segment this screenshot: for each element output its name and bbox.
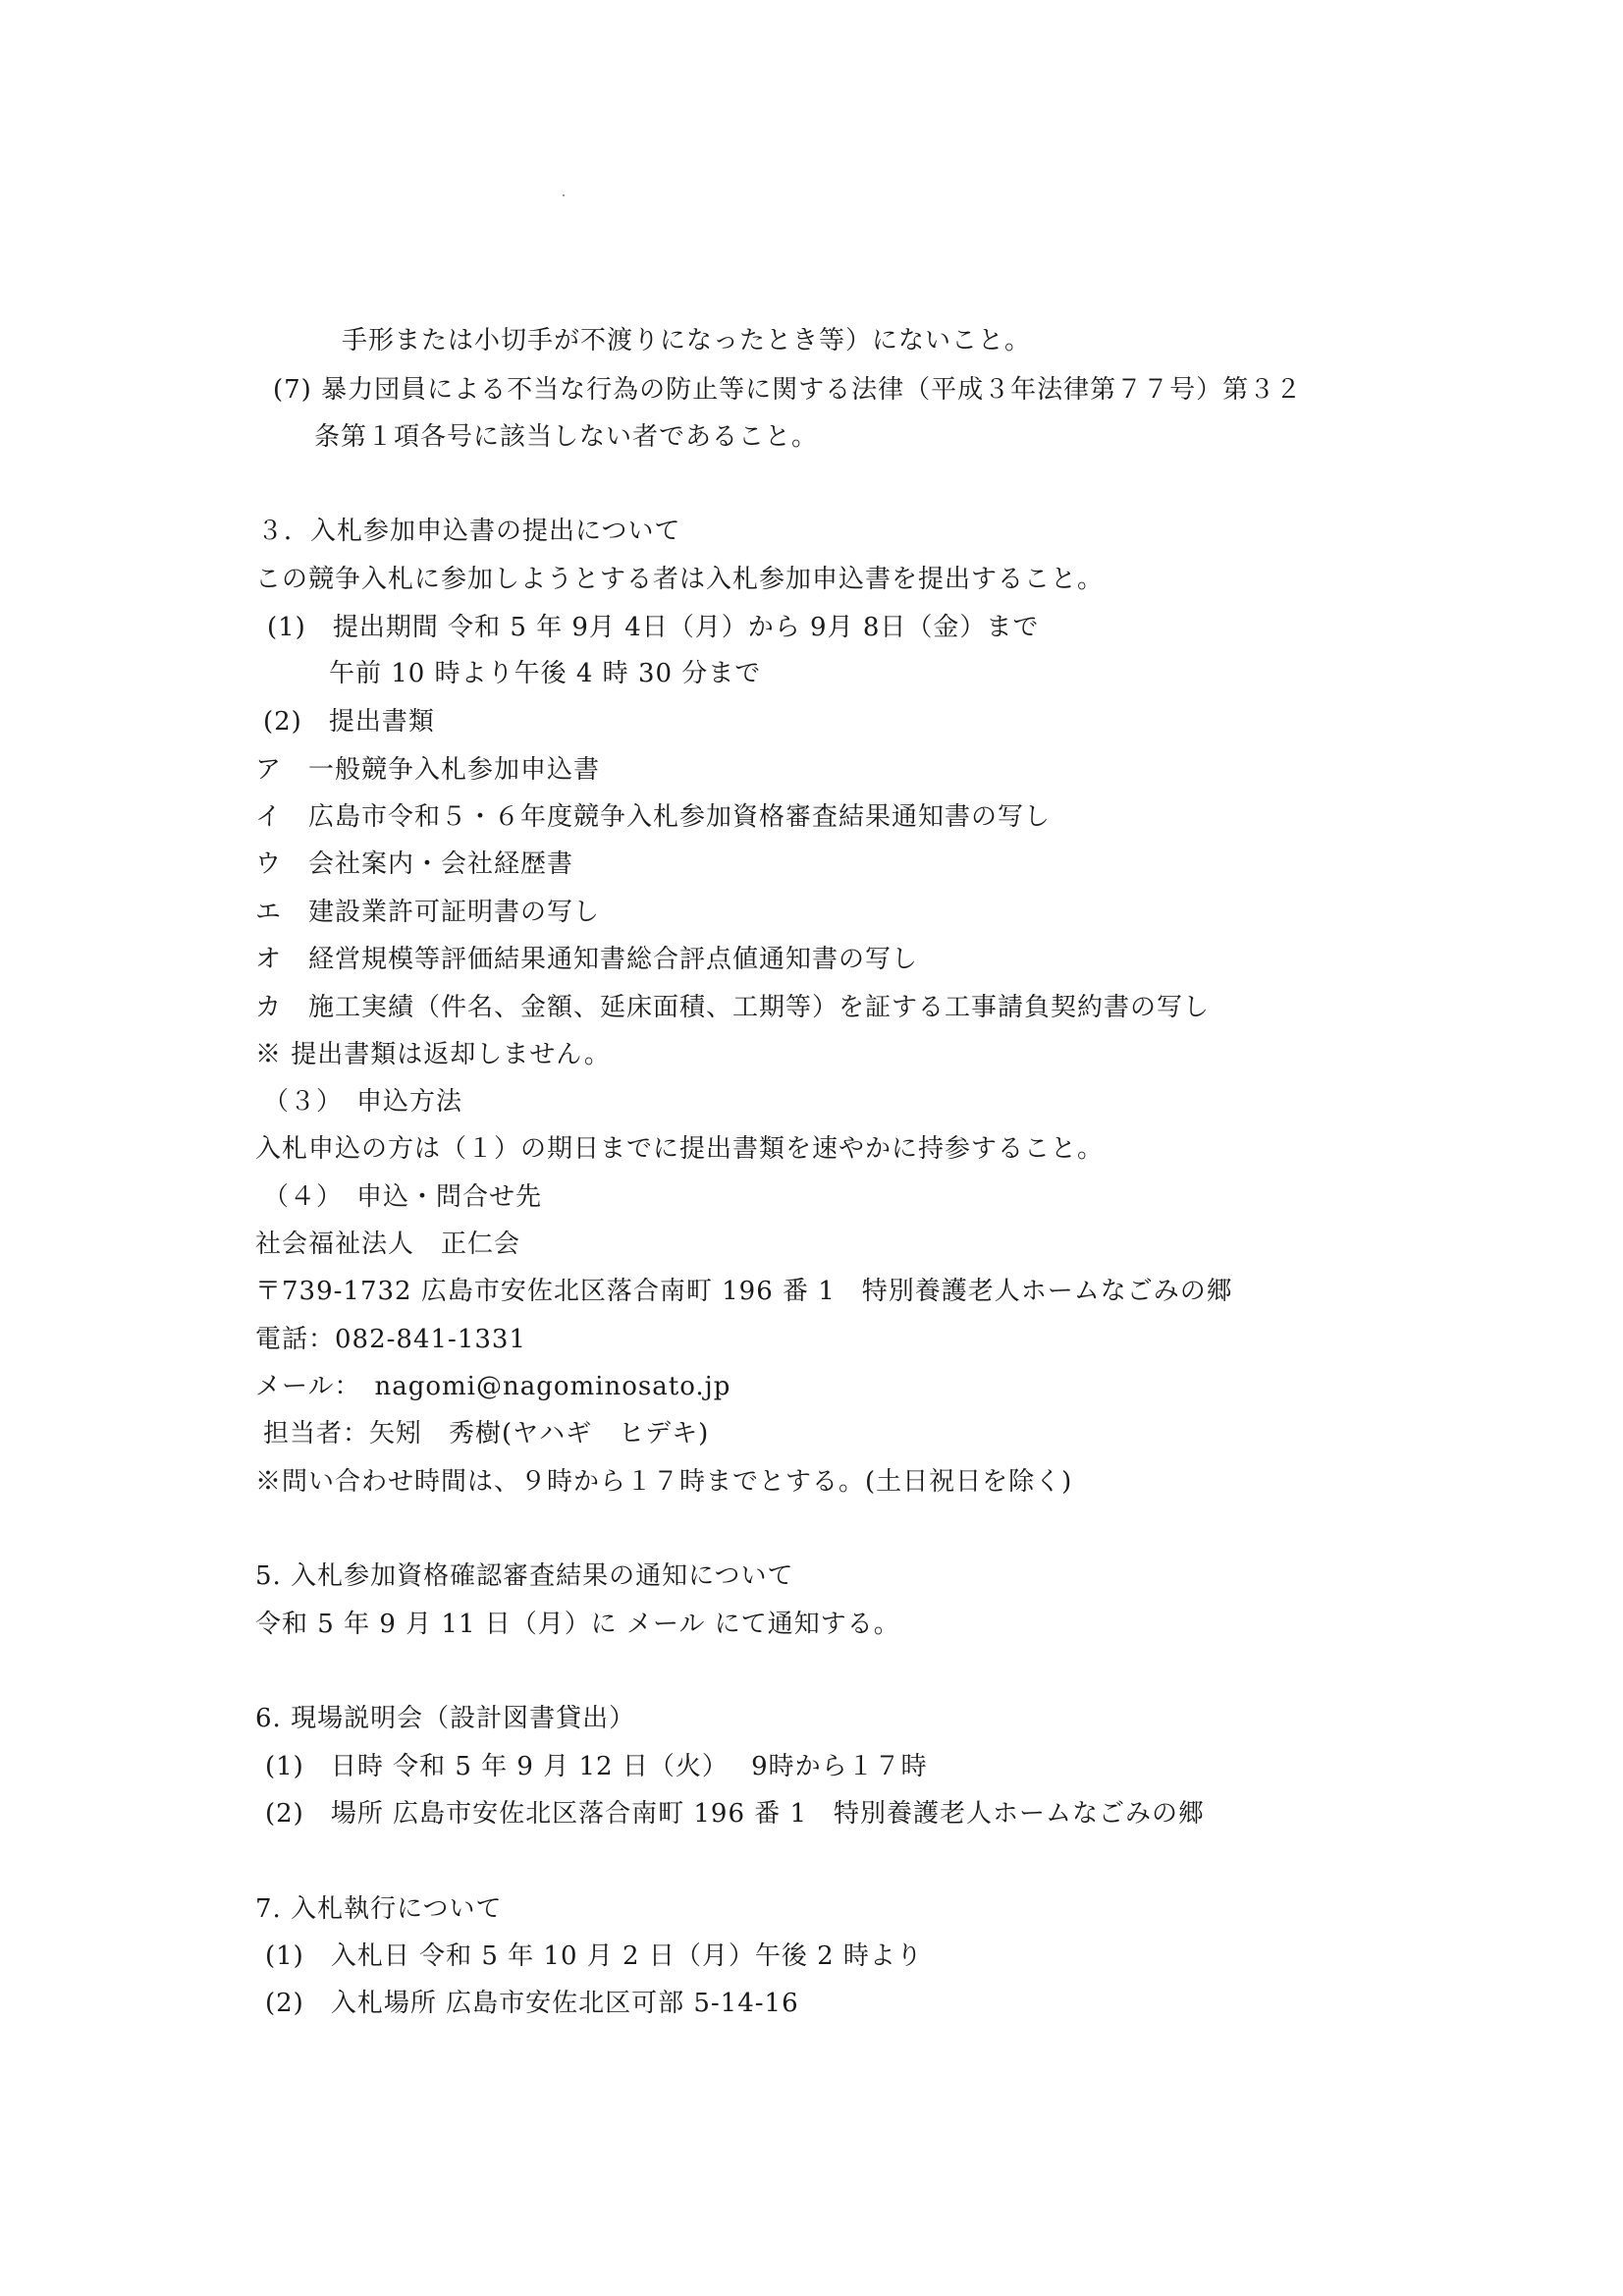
documents-not-returned-note: ※ 提出書類は返却しません。	[255, 1040, 611, 1069]
line-item-7: (7) 暴力団員による不当な行為の防止等に関する法律（平成３年法律第７７号）第３２	[273, 375, 1303, 405]
document-item-i: イ 広島市令和５・６年度競争入札参加資格審査結果通知書の写し	[255, 802, 1052, 832]
scan-speck	[563, 194, 565, 196]
contact-phone: 電話：082-841-1331	[255, 1325, 526, 1354]
document-item-e: エ 建設業許可証明書の写し	[255, 898, 601, 927]
document-item-ka: カ 施工実績（件名、金額、延床面積、工期等）を証する工事請負契約書の写し	[255, 993, 1211, 1022]
document-item-u: ウ 会社案内・会社経歴書	[255, 849, 574, 879]
line-continuation-item-6: 手形または小切手が不渡りになったとき等）にないこと。	[342, 326, 1032, 355]
bid-location: (2) 入札場所 広島市安佐北区可部 5-14-16	[265, 1989, 799, 2018]
section-5-text: 令和 5 年 9 月 11 日（月）に メール にて通知する。	[255, 1610, 900, 1639]
section-7-heading: 7. 入札執行について	[255, 1894, 503, 1924]
application-method-text: 入札申込の方は（１）の期日までに提出書類を速やかに持参すること。	[255, 1134, 1105, 1164]
required-documents-heading: (2) 提出書類	[263, 707, 435, 737]
contact-heading: （４） 申込・問合せ先	[263, 1182, 543, 1212]
contact-organization: 社会福祉法人 正仁会	[255, 1230, 521, 1259]
section-6-heading: 6. 現場説明会（設計図書貸出）	[255, 1704, 636, 1733]
contact-person: 担当者：矢矧 秀樹(ヤハギ ヒデキ)	[263, 1419, 710, 1449]
bid-date: (1) 入札日 令和 5 年 10 月 2 日（月）午後 2 時より	[265, 1941, 923, 1971]
section-3-intro: この競争入札に参加しようとする者は入札参加申込書を提出すること。	[255, 565, 1105, 594]
contact-address: 〒739-1732 広島市安佐北区落合南町 196 番 1 特別養護老人ホームなごみの郷	[255, 1277, 1233, 1306]
section-3-heading: ３．入札参加申込書の提出について	[257, 517, 681, 546]
document-item-o: オ 経営規模等評価結果通知書総合評点値通知書の写し	[255, 945, 919, 974]
site-briefing-datetime: (1) 日時 令和 5 年 9 月 12 日（火） 9時から１７時	[265, 1752, 928, 1781]
contact-email: メール： nagomi@nagominosato.jp	[255, 1372, 731, 1401]
section-5-heading: 5. 入札参加資格確認審査結果の通知について	[255, 1561, 794, 1591]
inquiry-hours-note: ※問い合わせ時間は、９時から１７時までとする。(土日祝日を除く)	[255, 1467, 1073, 1497]
document-item-a: ア 一般競争入札参加申込書	[255, 755, 601, 785]
submission-period: (1) 提出期間 令和 5 年 9月 4日（月）から 9月 8日（金）まで	[267, 613, 1040, 642]
application-method-heading: （３） 申込方法	[263, 1087, 463, 1117]
line-item-7-continued: 条第１項各号に該当しない者であること。	[314, 422, 819, 452]
site-briefing-location: (2) 場所 広島市安佐北区落合南町 196 番 1 特別養護老人ホームなごみの郷	[265, 1799, 1206, 1829]
submission-hours: 午前 10 時より午後 4 時 30 分まで	[329, 659, 762, 688]
